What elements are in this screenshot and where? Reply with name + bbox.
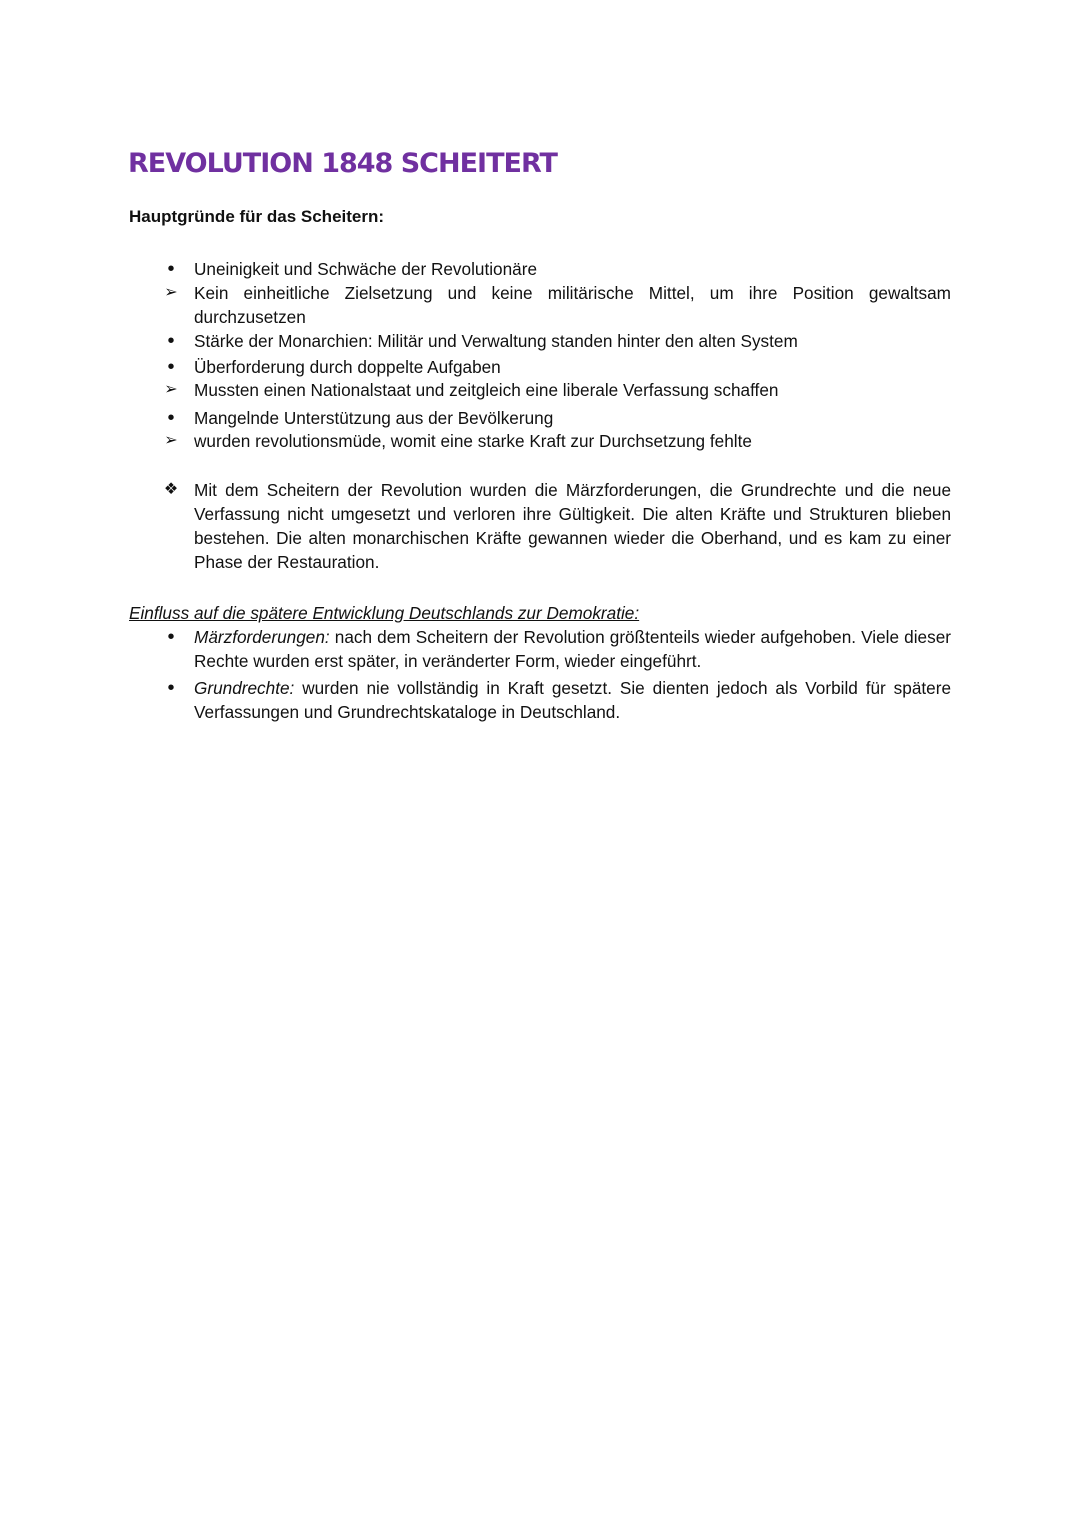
term-label: Märzforderungen:: [194, 627, 330, 647]
list-item-text: [194, 625, 951, 673]
term-description: wurden nie vollständig in Kraft gesetzt. Sie dienten jedoch als Vorbild für spätere Verfassungen und Grundrechtskataloge in Deutschland.: [194, 678, 951, 722]
list-item-text: Kein einheitliche Zielsetzung und keine militärische Mittel, um ihre Position gewaltsam durchzusetzen: [194, 283, 951, 327]
bullet-icon: •: [167, 356, 175, 378]
list-item-text: wurden revolutionsmüde, womit eine starke Kraft zur Durchsetzung fehlte: [194, 431, 752, 451]
term-description: nach dem Scheitern der Revolution größtenteils wieder aufgehoben. Viele dieser Rechte wurden erst später, in veränderter Form, wieder eingeführt.: [194, 627, 951, 671]
influence-heading: Einfluss auf die spätere Entwicklung Deutschlands zur Demokratie:: [129, 603, 640, 623]
page-title: REVOLUTION 1848 SCHEITERT: [128, 148, 557, 179]
list-item-text: Stärke der Monarchien: Militär und Verwaltung standen hinter den alten System: [194, 331, 798, 351]
bullet-icon: •: [167, 407, 175, 429]
bullet-icon: •: [167, 330, 175, 352]
bullet-icon: •: [167, 677, 175, 699]
list-item-text: Mussten einen Nationalstaat und zeitgleich eine liberale Verfassung schaffen: [194, 380, 779, 400]
list-item-text: Mangelnde Unterstützung aus der Bevölkerung: [194, 408, 554, 428]
term-label: Grundrechte:: [194, 678, 295, 698]
diamond-icon: ❖: [163, 481, 179, 498]
bullet-icon: •: [167, 258, 175, 280]
list-item-text: [194, 676, 951, 724]
conclusion-text: Mit dem Scheitern der Revolution wurden die Märzforderungen, die Grundrechte und die neue Verfassung nicht umgesetzt und verloren ihre Gültigkeit. Die alten Kräfte und Strukturen blieben bestehen. Die alten monarchischen Kräfte gewannen wieder die Oberhand, und es kam zu einer Phase der Restauration.: [194, 480, 951, 572]
arrowhead-icon: ➢: [164, 432, 178, 449]
list-item-text: Uneinigkeit und Schwäche der Revolutionäre: [194, 259, 538, 279]
bullet-icon: •: [167, 626, 175, 648]
arrowhead-icon: ➢: [164, 381, 178, 398]
arrowhead-icon: ➢: [164, 284, 178, 301]
list-item-text: Überforderung durch doppelte Aufgaben: [194, 357, 501, 377]
reasons-heading: Hauptgründe für das Scheitern:: [129, 207, 385, 226]
